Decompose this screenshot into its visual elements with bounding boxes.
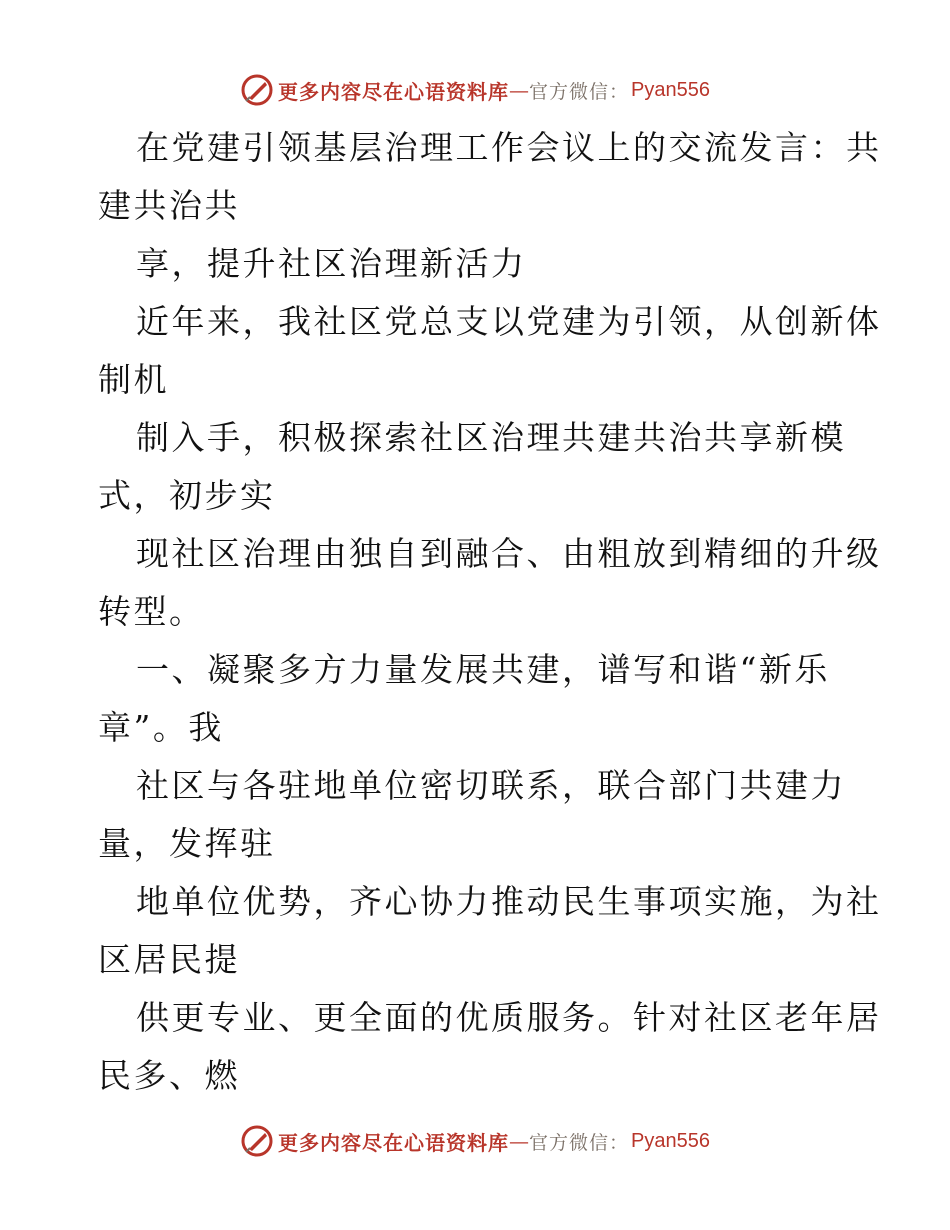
paragraph-line: 式，初步实 xyxy=(98,476,276,515)
doc-title-line-2: 建共治共 xyxy=(98,186,240,225)
banner-wechat-label: 官方微信： xyxy=(529,80,630,103)
paragraph-line: 量，发挥驻 xyxy=(98,824,276,863)
paragraph-line: 近年来，我社区党总支以党建为引领，从创新体 xyxy=(136,302,882,341)
quill-logo-icon xyxy=(240,1124,274,1158)
banner-separator: — xyxy=(509,78,529,102)
paragraph-line: 区居民提 xyxy=(98,940,240,979)
banner-separator: — xyxy=(509,1129,529,1153)
banner-wechat-label: 官方微信： xyxy=(529,1131,630,1154)
banner-title: 更多内容尽在心语资料库 xyxy=(278,79,509,104)
paragraph-line: 章”。我 xyxy=(98,708,224,747)
header-banner xyxy=(0,70,950,110)
quill-logo-icon xyxy=(240,73,274,107)
paragraph-line: 供更专业、更全面的优质服务。针对社区老年居 xyxy=(136,998,882,1037)
paragraph-line: 制入手，积极探索社区治理共建共治共享新模 xyxy=(136,418,846,457)
paragraph-line: 地单位优势，齐心协力推动民生事项实施，为社 xyxy=(136,882,882,921)
doc-title-line-1: 在党建引领基层治理工作会议上的交流发言：共 xyxy=(136,128,882,167)
paragraph-line: 民多、燃 xyxy=(98,1056,240,1095)
banner-wechat-id: Pyan556 xyxy=(631,78,710,101)
paragraph-line: 制机 xyxy=(98,360,169,399)
banner-title: 更多内容尽在心语资料库 xyxy=(278,1130,509,1155)
paragraph-line: 社区与各驻地单位密切联系，联合部门共建力 xyxy=(136,766,846,805)
doc-subtitle-line: 享，提升社区治理新活力 xyxy=(136,244,527,283)
paragraph-line: 转型。 xyxy=(98,592,205,631)
section-heading-line: 一、凝聚多方力量发展共建，谱写和谐“新乐 xyxy=(136,650,830,689)
paragraph-line: 现社区治理由独自到融合、由粗放到精细的升级 xyxy=(136,534,882,573)
banner-wechat-id: Pyan556 xyxy=(631,1129,710,1152)
footer-banner xyxy=(0,1121,950,1161)
